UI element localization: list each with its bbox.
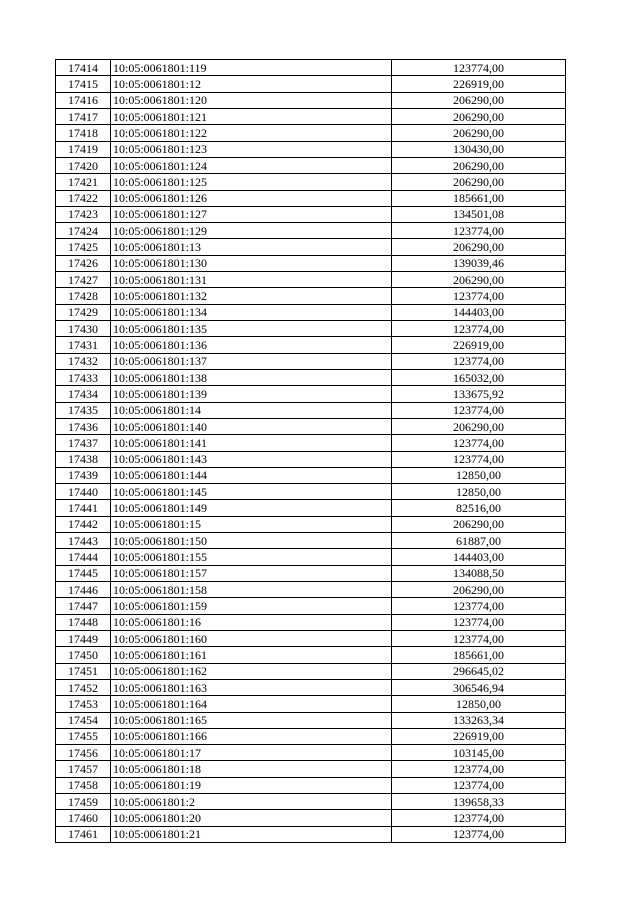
cadastral-number-cell: 10:05:0061801:141 [111, 435, 392, 451]
cadastral-value-cell: 185661,00 [392, 647, 566, 663]
cadastral-value-cell: 123774,00 [392, 402, 566, 418]
row-number-cell: 17440 [56, 484, 111, 500]
table-row [56, 810, 566, 826]
row-number-cell: 17447 [56, 598, 111, 614]
cadastral-number-cell: 10:05:0061801:130 [111, 255, 392, 271]
cadastral-value-cell: 206290,00 [392, 516, 566, 532]
cadastral-value-cell: 103145,00 [392, 745, 566, 761]
cadastral-number-cell: 10:05:0061801:121 [111, 108, 392, 124]
table-row [56, 582, 566, 598]
row-number-cell: 17419 [56, 141, 111, 157]
table-row [56, 728, 566, 744]
cadastral-value-cell: 134088,50 [392, 565, 566, 581]
table-row [56, 761, 566, 777]
cadastral-number-cell: 10:05:0061801:16 [111, 614, 392, 630]
cadastral-number-cell: 10:05:0061801:139 [111, 386, 392, 402]
row-number-cell: 17451 [56, 663, 111, 679]
row-number-cell: 17433 [56, 369, 111, 385]
cadastral-value-cell: 139658,33 [392, 794, 566, 810]
table-row [56, 125, 566, 141]
cadastral-number-cell: 10:05:0061801:137 [111, 353, 392, 369]
row-number-cell: 17430 [56, 321, 111, 337]
table-row [56, 255, 566, 271]
row-number-cell: 17458 [56, 777, 111, 793]
row-number-cell: 17443 [56, 533, 111, 549]
row-number-cell: 17439 [56, 467, 111, 483]
cadastral-number-cell: 10:05:0061801:2 [111, 794, 392, 810]
cadastral-value-cell: 206290,00 [392, 582, 566, 598]
row-number-cell: 17438 [56, 451, 111, 467]
row-number-cell: 17415 [56, 76, 111, 92]
row-number-cell: 17437 [56, 435, 111, 451]
table-row [56, 304, 566, 320]
cadastral-number-cell: 10:05:0061801:166 [111, 728, 392, 744]
cadastral-number-cell: 10:05:0061801:125 [111, 174, 392, 190]
cadastral-number-cell: 10:05:0061801:120 [111, 92, 392, 108]
table-row [56, 369, 566, 385]
row-number-cell: 17453 [56, 696, 111, 712]
table-row [56, 467, 566, 483]
cadastral-number-cell: 10:05:0061801:129 [111, 223, 392, 239]
cadastral-value-cell: 123774,00 [392, 321, 566, 337]
row-number-cell: 17422 [56, 190, 111, 206]
row-number-cell: 17457 [56, 761, 111, 777]
row-number-cell: 17444 [56, 549, 111, 565]
cadastral-number-cell: 10:05:0061801:14 [111, 402, 392, 418]
row-number-cell: 17448 [56, 614, 111, 630]
table-row [56, 630, 566, 646]
cadastral-value-cell: 306546,94 [392, 679, 566, 695]
cadastral-value-cell: 123774,00 [392, 826, 566, 842]
cadastral-value-cell: 206290,00 [392, 125, 566, 141]
cadastral-number-cell: 10:05:0061801:134 [111, 304, 392, 320]
table-row [56, 272, 566, 288]
row-number-cell: 17427 [56, 272, 111, 288]
row-number-cell: 17450 [56, 647, 111, 663]
cadastral-number-cell: 10:05:0061801:138 [111, 369, 392, 385]
cadastral-value-cell: 296645,02 [392, 663, 566, 679]
row-number-cell: 17432 [56, 353, 111, 369]
row-number-cell: 17414 [56, 60, 111, 76]
cadastral-value-cell: 12850,00 [392, 484, 566, 500]
table-row [56, 777, 566, 793]
table-row [56, 321, 566, 337]
table-row [56, 418, 566, 434]
table-row [56, 190, 566, 206]
table-row [56, 239, 566, 255]
cadastral-number-cell: 10:05:0061801:12 [111, 76, 392, 92]
row-number-cell: 17445 [56, 565, 111, 581]
table-row [56, 533, 566, 549]
cadastral-number-cell: 10:05:0061801:158 [111, 582, 392, 598]
row-number-cell: 17435 [56, 402, 111, 418]
cadastral-value-cell: 130430,00 [392, 141, 566, 157]
row-number-cell: 17431 [56, 337, 111, 353]
table-row [56, 451, 566, 467]
row-number-cell: 17425 [56, 239, 111, 255]
table-row [56, 174, 566, 190]
cadastral-number-cell: 10:05:0061801:132 [111, 288, 392, 304]
cadastral-number-cell: 10:05:0061801:127 [111, 206, 392, 222]
table-row [56, 60, 566, 76]
cadastral-number-cell: 10:05:0061801:135 [111, 321, 392, 337]
table-row [56, 614, 566, 630]
cadastral-number-cell: 10:05:0061801:165 [111, 712, 392, 728]
cadastral-number-cell: 10:05:0061801:159 [111, 598, 392, 614]
row-number-cell: 17461 [56, 826, 111, 842]
cadastral-value-cell: 123774,00 [392, 451, 566, 467]
row-number-cell: 17421 [56, 174, 111, 190]
cadastral-number-cell: 10:05:0061801:145 [111, 484, 392, 500]
table-row [56, 484, 566, 500]
row-number-cell: 17417 [56, 108, 111, 124]
table-row [56, 794, 566, 810]
row-number-cell: 17454 [56, 712, 111, 728]
cadastral-number-cell: 10:05:0061801:150 [111, 533, 392, 549]
cadastral-number-cell: 10:05:0061801:19 [111, 777, 392, 793]
cadastral-value-cell: 123774,00 [392, 810, 566, 826]
cadastral-number-cell: 10:05:0061801:161 [111, 647, 392, 663]
cadastral-value-cell: 123774,00 [392, 288, 566, 304]
cadastral-number-cell: 10:05:0061801:149 [111, 500, 392, 516]
cadastral-number-cell: 10:05:0061801:18 [111, 761, 392, 777]
row-number-cell: 17455 [56, 728, 111, 744]
table-row [56, 549, 566, 565]
row-number-cell: 17429 [56, 304, 111, 320]
table-row [56, 500, 566, 516]
cadastral-number-cell: 10:05:0061801:163 [111, 679, 392, 695]
cadastral-value-cell: 123774,00 [392, 630, 566, 646]
row-number-cell: 17441 [56, 500, 111, 516]
row-number-cell: 17428 [56, 288, 111, 304]
cadastral-value-cell: 206290,00 [392, 174, 566, 190]
table-row [56, 288, 566, 304]
cadastral-value-cell: 185661,00 [392, 190, 566, 206]
row-number-cell: 17416 [56, 92, 111, 108]
row-number-cell: 17423 [56, 206, 111, 222]
table-row [56, 663, 566, 679]
cadastral-value-cell: 165032,00 [392, 369, 566, 385]
cadastral-number-cell: 10:05:0061801:160 [111, 630, 392, 646]
cadastral-number-cell: 10:05:0061801:140 [111, 418, 392, 434]
cadastral-value-cell: 123774,00 [392, 223, 566, 239]
cadastral-value-cell: 139039,46 [392, 255, 566, 271]
cadastral-number-cell: 10:05:0061801:15 [111, 516, 392, 532]
table-row [56, 598, 566, 614]
cadastral-number-cell: 10:05:0061801:143 [111, 451, 392, 467]
cadastral-value-cell: 123774,00 [392, 435, 566, 451]
cadastral-number-cell: 10:05:0061801:144 [111, 467, 392, 483]
cadastral-value-cell: 226919,00 [392, 728, 566, 744]
row-number-cell: 17442 [56, 516, 111, 532]
row-number-cell: 17456 [56, 745, 111, 761]
row-number-cell: 17424 [56, 223, 111, 239]
cadastral-number-cell: 10:05:0061801:123 [111, 141, 392, 157]
table-row [56, 157, 566, 173]
cadastral-value-cell: 144403,00 [392, 549, 566, 565]
row-number-cell: 17449 [56, 630, 111, 646]
cadastral-number-cell: 10:05:0061801:13 [111, 239, 392, 255]
table-row [56, 402, 566, 418]
cadastral-number-cell: 10:05:0061801:119 [111, 60, 392, 76]
cadastral-number-cell: 10:05:0061801:157 [111, 565, 392, 581]
cadastral-number-cell: 10:05:0061801:124 [111, 157, 392, 173]
cadastral-number-cell: 10:05:0061801:126 [111, 190, 392, 206]
cadastral-value-cell: 12850,00 [392, 696, 566, 712]
table-row [56, 206, 566, 222]
cadastral-number-cell: 10:05:0061801:17 [111, 745, 392, 761]
cadastral-value-cell: 12850,00 [392, 467, 566, 483]
table-row [56, 108, 566, 124]
cadastral-number-cell: 10:05:0061801:131 [111, 272, 392, 288]
table-row [56, 337, 566, 353]
cadastral-value-cell: 226919,00 [392, 76, 566, 92]
cadastral-value-cell: 133263,34 [392, 712, 566, 728]
cadastral-value-cell: 144403,00 [392, 304, 566, 320]
table-row [56, 386, 566, 402]
row-number-cell: 17459 [56, 794, 111, 810]
cadastral-number-cell: 10:05:0061801:136 [111, 337, 392, 353]
table-row [56, 223, 566, 239]
cadastral-value-cell: 134501,08 [392, 206, 566, 222]
table-row [56, 353, 566, 369]
row-number-cell: 17452 [56, 679, 111, 695]
cadastral-value-cell: 133675,92 [392, 386, 566, 402]
cadastral-number-cell: 10:05:0061801:20 [111, 810, 392, 826]
cadastral-value-cell: 123774,00 [392, 614, 566, 630]
table-row [56, 92, 566, 108]
table-row [56, 141, 566, 157]
cadastral-value-cell: 61887,00 [392, 533, 566, 549]
row-number-cell: 17418 [56, 125, 111, 141]
table-row [56, 435, 566, 451]
table-row [56, 696, 566, 712]
table-row [56, 516, 566, 532]
cadastral-number-cell: 10:05:0061801:21 [111, 826, 392, 842]
row-number-cell: 17460 [56, 810, 111, 826]
cadastral-value-cell: 206290,00 [392, 92, 566, 108]
cadastral-value-table [55, 59, 566, 843]
cadastral-value-cell: 123774,00 [392, 353, 566, 369]
cadastral-number-cell: 10:05:0061801:122 [111, 125, 392, 141]
table-row [56, 565, 566, 581]
row-number-cell: 17426 [56, 255, 111, 271]
row-number-cell: 17446 [56, 582, 111, 598]
cadastral-value-cell: 206290,00 [392, 157, 566, 173]
cadastral-number-cell: 10:05:0061801:164 [111, 696, 392, 712]
cadastral-number-cell: 10:05:0061801:155 [111, 549, 392, 565]
table-row [56, 76, 566, 92]
table-body [56, 60, 566, 843]
table-row [56, 712, 566, 728]
cadastral-value-cell: 82516,00 [392, 500, 566, 516]
cadastral-number-cell: 10:05:0061801:162 [111, 663, 392, 679]
cadastral-value-cell: 206290,00 [392, 239, 566, 255]
cadastral-value-cell: 206290,00 [392, 272, 566, 288]
table-row [56, 745, 566, 761]
table-row [56, 647, 566, 663]
cadastral-value-cell: 226919,00 [392, 337, 566, 353]
row-number-cell: 17434 [56, 386, 111, 402]
cadastral-value-cell: 123774,00 [392, 598, 566, 614]
cadastral-value-cell: 123774,00 [392, 761, 566, 777]
cadastral-value-cell: 206290,00 [392, 418, 566, 434]
cadastral-value-cell: 206290,00 [392, 108, 566, 124]
cadastral-value-cell: 123774,00 [392, 60, 566, 76]
row-number-cell: 17420 [56, 157, 111, 173]
table-row [56, 826, 566, 842]
table-row [56, 679, 566, 695]
row-number-cell: 17436 [56, 418, 111, 434]
cadastral-value-cell: 123774,00 [392, 777, 566, 793]
